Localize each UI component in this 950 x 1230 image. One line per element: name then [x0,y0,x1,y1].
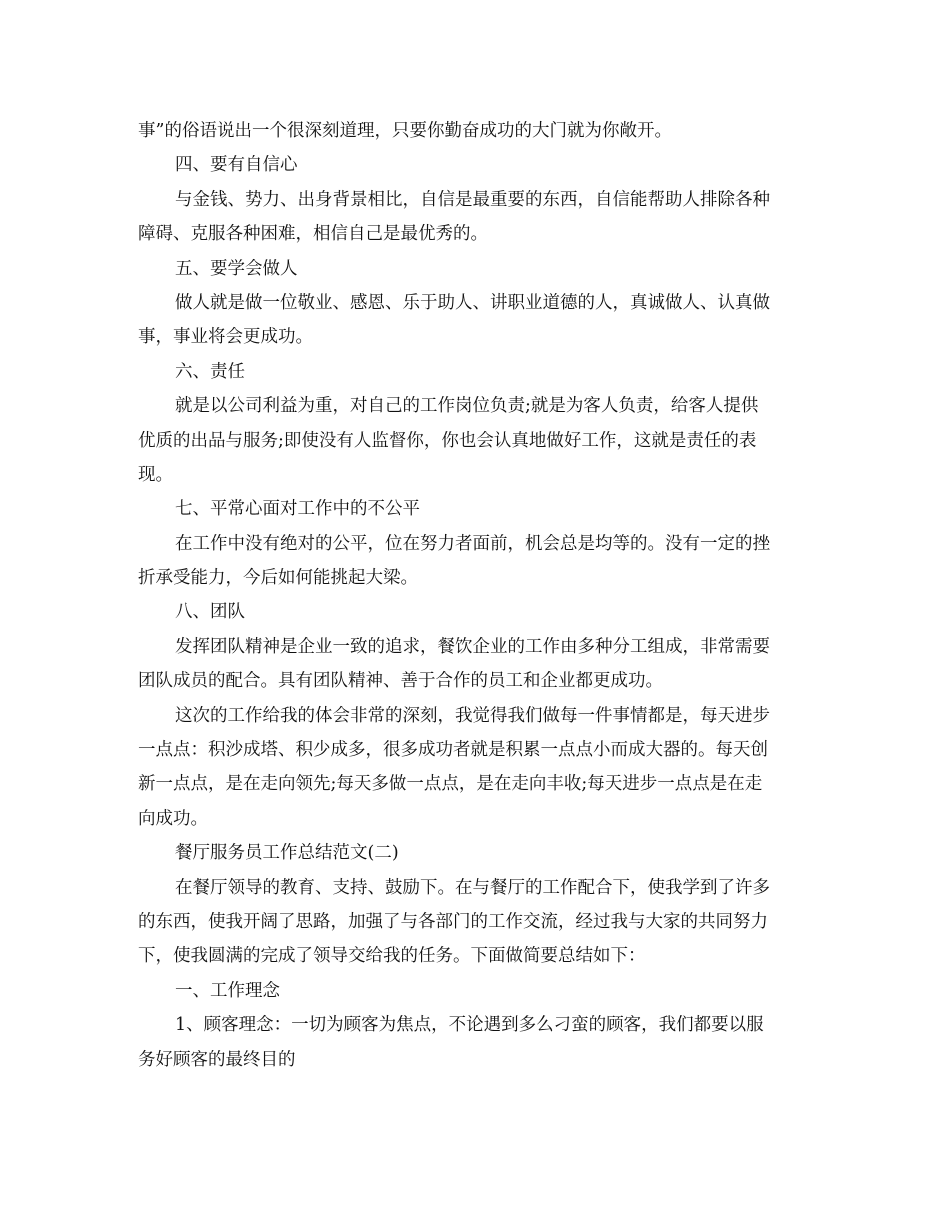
text-line: 五、要学会做人 [175,258,298,279]
text-line: 发挥团队精神是企业一致的追求，餐饮企业的工作由多种分工组成，非常需要 [175,636,770,657]
text-line: 做人就是做一位敬业、感恩、乐于助人、讲职业道德的人，真诚做人、认真做 [175,292,770,313]
text-line: 四、要有自信心 [175,155,298,176]
text-line: 一、工作理念 [175,980,280,1001]
text-line: 下，使我圆满的完成了领导交给我的任务。下面做简要总结如下： [138,946,646,967]
text-line: 与金钱、势力、出身背景相比，自信是最重要的东西，自信能帮助人排除各种 [175,189,770,210]
text-line: 餐厅服务员工作总结范文(二) [175,843,399,864]
text-line: 就是以公司利益为重，对自己的工作岗位负责;就是为客人负责，给客人提供 [175,396,759,417]
text-line: 在工作中没有绝对的公平，位在努力者面前，机会总是均等的。没有一定的挫 [175,533,770,554]
text-line: 在餐厅领导的教育、支持、鼓励下。在与餐厅的工作配合下，使我学到了许多 [175,877,770,898]
text-line: 七、平常心面对工作中的不公平 [175,499,420,520]
text-line: 现。 [138,464,173,485]
text-line: 事”的俗语说出一个很深刻道理，只要你勤奋成功的大门就为你敞开。 [138,121,672,141]
text-line: 六、责任 [175,361,245,382]
text-line: 事，事业将会更成功。 [138,327,313,348]
document-body [138,114,814,1077]
text-line: 折承受能力，今后如何能挑起大梁。 [138,568,418,589]
text-line: 的东西，使我开阔了思路，加强了与各部门的工作交流，经过我与大家的共同努力 [138,911,768,932]
text-line: 1、顾客理念：一切为顾客为焦点，不论遇到多么刁蛮的顾客，我们都要以服 [175,1015,764,1036]
text-line: 新一点点，是在走向领先;每天多做一点点，是在走向丰收;每天进步一点点是在走 [138,774,763,795]
text-line: 一点点：积沙成塔、积少成多，很多成功者就是积累一点点小而成大器的。每天创 [138,740,768,761]
text-line: 团队成员的配合。具有团队精神、善于合作的员工和企业都更成功。 [138,671,663,692]
text-line: 优质的出品与服务;即使没有人监督你，你也会认真地做好工作，这就是责任的表 [138,430,757,451]
text-line: 八、团队 [175,602,245,623]
text-line: 向成功。 [138,808,208,829]
text-line: 这次的工作给我的体会非常的深刻，我觉得我们做每一件事情都是，每天进步 [175,705,770,726]
text-line: 务好顾客的最终目的 [138,1049,296,1070]
text-line: 障碍、克服各种困难，相信自己是最优秀的。 [138,224,488,245]
